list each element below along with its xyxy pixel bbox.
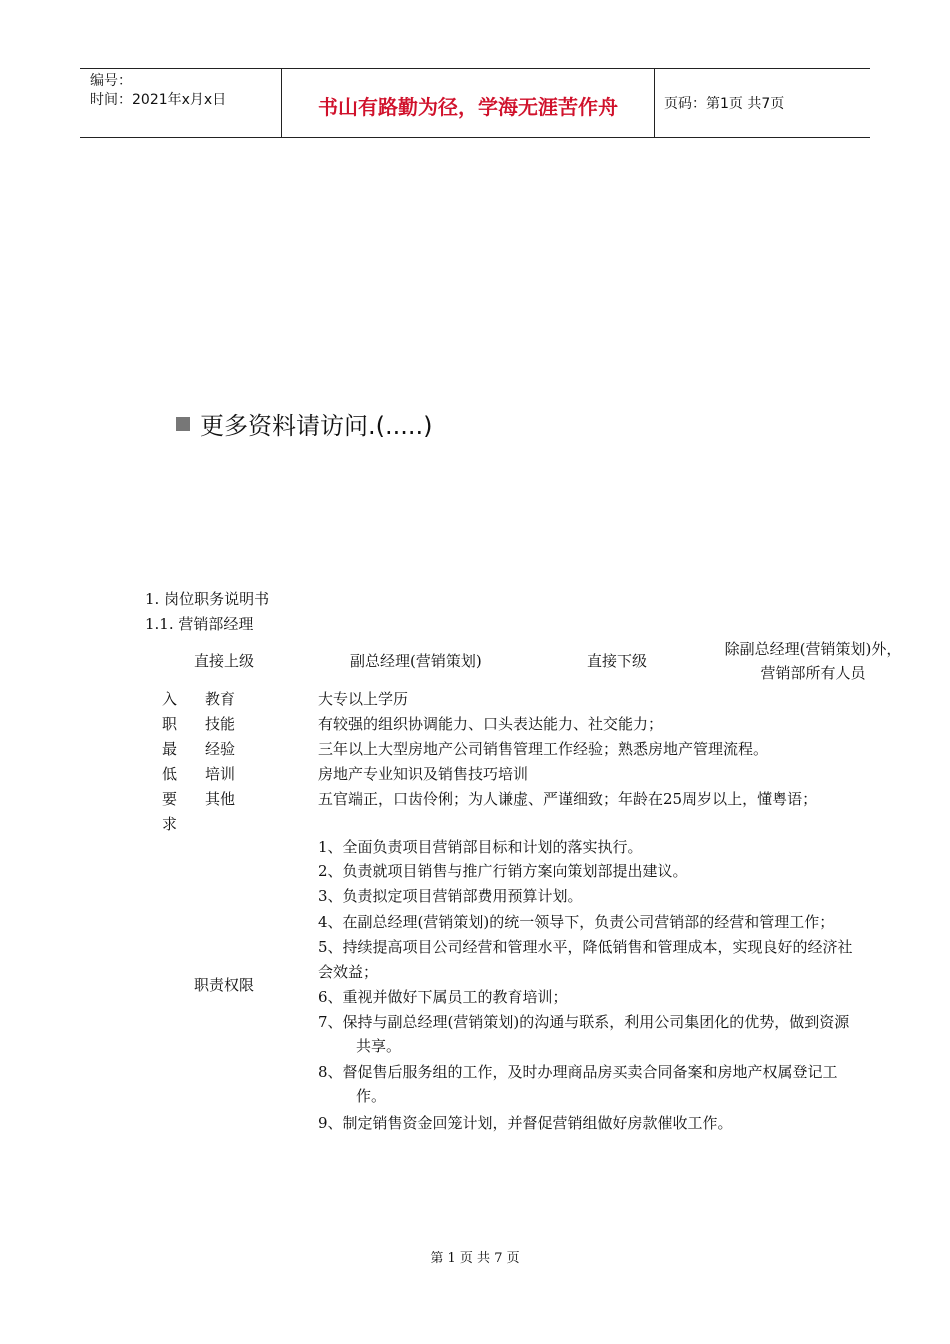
duty-item: 2、负责就项目销售与推广行销方案向策划部提出建议。 — [318, 862, 688, 880]
requirement-label: 教育 — [205, 690, 236, 708]
section-subheading: 1.1. 营销部经理 — [145, 615, 254, 633]
header-motto: 书山有路勤为径，学海无涯苦作舟 — [318, 95, 618, 119]
duty-item: 8、督促售后服务组的工作，及时办理商品房买卖合同备案和房地产权属登记工 — [318, 1063, 838, 1081]
duty-item: 7、保持与副总经理(营销策划)的沟通与联系，利用公司集团化的优势，做到资源 — [318, 1013, 850, 1031]
page-footer: 第 1 页 共 7 页 — [430, 1251, 520, 1266]
requirement-label: 培训 — [205, 765, 236, 783]
superior-label: 直接上级 — [194, 652, 255, 670]
header-meta — [90, 72, 226, 110]
requirement-label: 其他 — [205, 790, 236, 808]
requirement-value: 有较强的组织协调能力、口头表达能力、社交能力； — [318, 715, 664, 733]
requirement-label: 经验 — [205, 740, 236, 758]
header-divider — [654, 69, 655, 137]
superior-value: 副总经理(营销策划) — [350, 652, 482, 670]
duty-item: 1、全面负责项目营销部目标和计划的落实执行。 — [318, 838, 643, 856]
requirement-value: 三年以上大型房地产公司销售管理工作经验；熟悉房地产管理流程。 — [318, 740, 769, 758]
promo-line — [176, 406, 433, 441]
duty-item-continuation: 会效益； — [318, 963, 379, 981]
requirement-values — [318, 687, 817, 812]
duty-item: 5、持续提高项目公司经营和管理水平，降低销售和管理成本，实现良好的经济社 — [318, 938, 853, 956]
requirement-label: 技能 — [205, 715, 236, 733]
subordinate-value-line: 营销部所有人员 — [760, 664, 866, 682]
duty-item: 3、负责拟定项目营销部费用预算计划。 — [318, 887, 583, 905]
duty-item: 6、重视并做好下属员工的教育培训； — [318, 988, 568, 1006]
duty-item: 9、制定销售资金回笼计划，并督促营销组做好房款催收工作。 — [318, 1114, 733, 1132]
subordinate-value — [706, 637, 920, 685]
header-page-info: 页码：第1页 共7页 — [664, 96, 785, 112]
section-heading: 1. 岗位职务说明书 — [145, 590, 270, 608]
promo-text: 更多资料请访问.(.....) — [200, 412, 433, 440]
requirement-value: 五官端正，口齿伶俐；为人谦虚、严谨细致；年龄在25周岁以上，懂粤语； — [318, 790, 818, 808]
requirement-value: 房地产专业知识及销售技巧培训 — [318, 765, 529, 783]
duties-label: 职责权限 — [194, 976, 255, 994]
duty-item-continuation: 作。 — [356, 1087, 387, 1105]
document-header — [80, 68, 870, 138]
duty-item: 4、在副总经理(营销策划)的统一领导下，负责公司营销部的经营和管理工作； — [318, 913, 835, 931]
duty-item-continuation: 共享。 — [356, 1037, 402, 1055]
time-label: 时间：2021年x月x日 — [90, 92, 227, 108]
requirement-value: 大专以上学历 — [318, 690, 409, 708]
number-label: 编号： — [90, 73, 132, 89]
subordinate-label: 直接下级 — [587, 652, 648, 670]
requirement-labels — [205, 687, 235, 812]
requirements-vertical-label: 入 职 最 低 要 求 — [162, 690, 178, 833]
subordinate-value-line: 除副总经理(营销策划)外， — [724, 640, 902, 658]
square-bullet-icon — [176, 417, 190, 431]
